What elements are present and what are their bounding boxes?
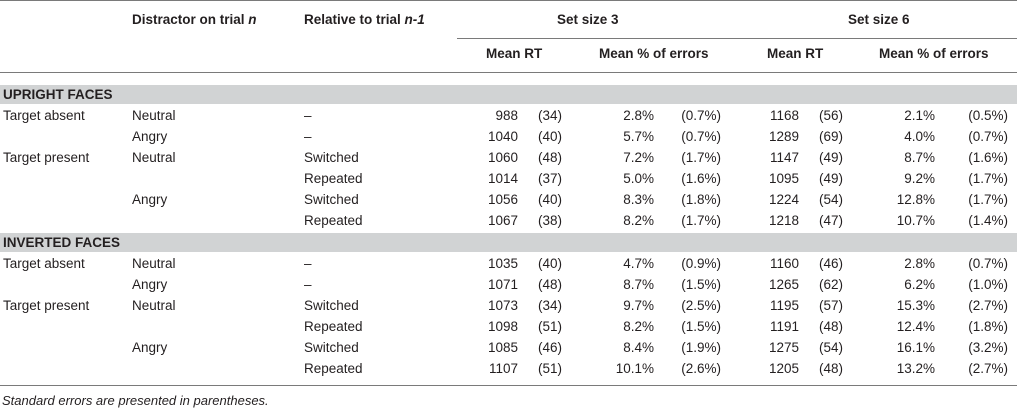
cell-err3: 8.7%	[623, 277, 654, 292]
cell-rt6: 1147	[769, 150, 799, 165]
cell-rt3se: (38)	[537, 213, 562, 228]
cell-relative: Repeated	[304, 213, 363, 228]
cell-rt6: 1218	[768, 213, 799, 228]
cell-err6: 2.1%	[904, 108, 935, 123]
cell-rt6: 1205	[768, 361, 799, 376]
cell-relative: –	[304, 256, 312, 271]
cell-rt3se: (40)	[537, 192, 562, 207]
cell-err3: 8.3%	[623, 192, 654, 207]
cell-rt3se: (48)	[537, 277, 562, 292]
section-header: UPRIGHT FACES	[0, 85, 1017, 104]
cell-err6se: (2.7%)	[968, 298, 1008, 313]
cell-rt3: 1067	[487, 213, 518, 228]
cell-relative: –	[304, 108, 312, 123]
cell-rt6: 1095	[768, 171, 799, 186]
cell-rt3: 1040	[487, 129, 518, 144]
cell-rt6se: (46)	[818, 256, 843, 271]
cell-err3se: (1.5%)	[681, 277, 721, 292]
cell-rt3se: (37)	[537, 171, 562, 186]
cell-rt6se: (62)	[818, 277, 843, 292]
cell-rt6se: (48)	[818, 319, 843, 334]
cell-err6: 6.2%	[904, 277, 935, 292]
cell-err6se: (1.4%)	[968, 213, 1008, 228]
cell-err3se: (0.9%)	[681, 256, 721, 271]
cell-distractor: Angry	[132, 340, 168, 355]
cell-err3se: (1.8%)	[681, 192, 721, 207]
cell-err6se: (1.7%)	[968, 171, 1008, 186]
cell-distractor: Neutral	[132, 298, 176, 313]
cell-rt3se: (51)	[537, 319, 562, 334]
cell-err6se: (2.7%)	[968, 361, 1008, 376]
cell-err3: 8.2%	[623, 213, 654, 228]
cell-err3: 8.4%	[623, 340, 654, 355]
cell-err6se: (3.2%)	[968, 340, 1008, 355]
cell-rt6: 1191	[769, 319, 799, 334]
cell-err6se: (0.7%)	[968, 256, 1008, 271]
cell-rt6se: (48)	[818, 361, 843, 376]
cell-err3se: (0.7%)	[681, 129, 721, 144]
cell-rt6se: (47)	[818, 213, 843, 228]
cell-rt3se: (34)	[537, 108, 562, 123]
cell-err6: 2.8%	[904, 256, 935, 271]
footnote: Standard errors are presented in parentheses.	[2, 393, 269, 408]
cell-rt3: 1071	[487, 277, 518, 292]
cell-rt6se: (49)	[818, 150, 843, 165]
top-rule	[0, 0, 1017, 1]
cell-relative: –	[304, 277, 312, 292]
cell-err6: 4.0%	[904, 129, 935, 144]
cell-rt6se: (56)	[818, 108, 843, 123]
cell-err6se: (1.8%)	[968, 319, 1008, 334]
cell-rt6: 1195	[769, 298, 799, 313]
header-mean-rt-6: Mean RT	[767, 46, 824, 61]
cell-target: Target present	[3, 298, 90, 313]
cell-relative: Switched	[304, 150, 359, 165]
cell-err6: 10.7%	[896, 213, 935, 228]
cell-distractor: Angry	[132, 192, 168, 207]
cell-err6: 12.8%	[896, 192, 935, 207]
cell-err6se: (0.7%)	[968, 129, 1008, 144]
cell-target: Target absent	[3, 108, 85, 123]
header-mean-rt-3: Mean RT	[486, 46, 543, 61]
cell-rt3se: (46)	[537, 340, 562, 355]
cell-err6se: (1.7%)	[968, 192, 1008, 207]
cell-err3se: (2.6%)	[681, 361, 721, 376]
header-set-size-3: Set size 3	[557, 12, 619, 27]
cell-rt3: 1073	[487, 298, 518, 313]
header-rule	[0, 72, 1017, 73]
cell-rt3se: (34)	[537, 298, 562, 313]
header-mean-err-3: Mean % of errors	[599, 46, 709, 61]
cell-distractor: Neutral	[132, 108, 176, 123]
cell-rt3se: (40)	[537, 256, 562, 271]
cell-target: Target absent	[3, 256, 85, 271]
cell-rt6: 1289	[768, 129, 799, 144]
bottom-rule	[0, 385, 1017, 386]
cell-err6: 13.2%	[896, 361, 935, 376]
cell-relative: Switched	[304, 192, 359, 207]
cell-err3: 5.0%	[623, 171, 654, 186]
cell-err3: 7.2%	[623, 150, 654, 165]
cell-relative: Repeated	[304, 171, 363, 186]
cell-rt3: 1060	[487, 150, 518, 165]
cell-rt3se: (48)	[537, 150, 562, 165]
cell-err3: 2.8%	[623, 108, 654, 123]
cell-relative: Repeated	[304, 319, 363, 334]
cell-rt6: 1160	[769, 256, 799, 271]
cell-err3: 8.2%	[623, 319, 654, 334]
cell-rt3: 1035	[487, 256, 518, 271]
cell-rt6se: (49)	[818, 171, 843, 186]
cell-rt6se: (54)	[818, 192, 843, 207]
cell-err3se: (1.7%)	[681, 213, 721, 228]
cell-rt3se: (40)	[537, 129, 562, 144]
cell-err3: 5.7%	[623, 129, 654, 144]
cell-err3se: (1.9%)	[681, 340, 721, 355]
cell-err3se: (1.7%)	[681, 150, 721, 165]
cell-err6se: (1.6%)	[968, 150, 1008, 165]
cell-rt3: 1098	[487, 319, 518, 334]
header-relative: Relative to trial n-1	[304, 12, 425, 27]
cell-relative: Repeated	[304, 361, 363, 376]
cell-rt6se: (57)	[818, 298, 843, 313]
cell-rt3se: (51)	[537, 361, 562, 376]
cell-rt3: 1056	[487, 192, 518, 207]
cell-distractor: Neutral	[132, 256, 176, 271]
header-mean-err-6: Mean % of errors	[879, 46, 989, 61]
cell-err6se: (1.0%)	[968, 277, 1008, 292]
cell-rt3: 1085	[487, 340, 518, 355]
cell-err6: 16.1%	[896, 340, 935, 355]
cell-err3: 9.7%	[623, 298, 654, 313]
cell-rt3: 1014	[487, 171, 518, 186]
cell-rt6se: (69)	[818, 129, 843, 144]
cell-target: Target present	[3, 150, 90, 165]
cell-relative: Switched	[304, 298, 359, 313]
cell-err6: 12.4%	[896, 319, 935, 334]
cell-rt3: 1107	[488, 361, 518, 376]
cell-err6: 9.2%	[904, 171, 935, 186]
cell-relative: –	[304, 129, 312, 144]
cell-err3: 4.7%	[623, 256, 654, 271]
cell-rt6: 1275	[768, 340, 799, 355]
section-header: INVERTED FACES	[0, 233, 1017, 252]
cell-distractor: Angry	[132, 129, 168, 144]
cell-err6: 8.7%	[904, 150, 935, 165]
cell-rt3: 988	[495, 108, 518, 123]
cell-err3se: (1.5%)	[681, 319, 721, 334]
cell-err3se: (0.7%)	[681, 108, 721, 123]
cell-err6: 15.3%	[896, 298, 935, 313]
set-size-rule	[457, 38, 1017, 39]
header-set-size-6: Set size 6	[848, 12, 910, 27]
cell-err6se: (0.5%)	[968, 108, 1008, 123]
header-distractor: Distractor on trial n	[132, 12, 257, 27]
cell-err3se: (1.6%)	[681, 171, 721, 186]
cell-distractor: Neutral	[132, 150, 176, 165]
cell-relative: Switched	[304, 340, 359, 355]
cell-distractor: Angry	[132, 277, 168, 292]
cell-err3se: (2.5%)	[681, 298, 721, 313]
cell-rt6: 1168	[769, 108, 799, 123]
cell-rt6: 1265	[768, 277, 799, 292]
cell-err3: 10.1%	[615, 361, 654, 376]
cell-rt6se: (54)	[818, 340, 843, 355]
cell-rt6: 1224	[768, 192, 799, 207]
